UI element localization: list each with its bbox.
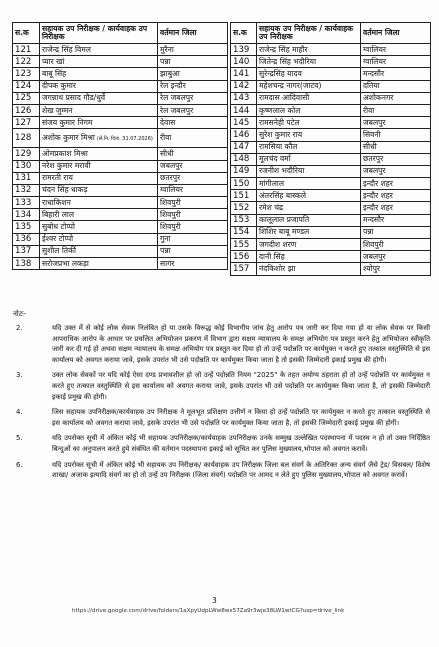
officer-name: शिशिर बाबू मण्डल [259,227,310,237]
district-cell: सागर [158,258,228,270]
table-row [231,141,431,153]
name-cell [257,56,361,68]
table-row [13,258,228,270]
serial-cell: 148 [231,153,257,165]
district-cell: रेल जबलपुर [158,92,228,104]
table-row [13,160,228,172]
name-cell [257,68,361,80]
table-row [13,209,228,221]
serial-cell: 146 [231,129,257,141]
name-cell [40,245,158,257]
officer-name: मांगीलाल [259,178,285,188]
district-cell: पन्ना [158,56,228,68]
district-cell: देवास [158,117,228,129]
officer-name: जगदीश शरण [259,239,297,249]
serial-cell: 127 [13,117,40,129]
table-row [13,197,228,209]
table-row [13,80,228,92]
district-header: वर्तमान जिला [158,23,228,44]
serial-cell: 156 [231,251,257,263]
name-cell [257,190,361,202]
serial-cell: 144 [231,104,257,116]
district-cell: जबलपुर [361,165,431,177]
serial-cell: 123 [13,68,40,80]
note-label: नोटः- [13,310,27,318]
note-item [12,407,430,428]
serial-cell: 129 [13,148,40,160]
district-cell: सीधी [361,141,431,153]
name-cell [40,92,158,104]
note-item [12,433,430,454]
officer-name: चंदन सिंह धाकड़ [42,185,88,195]
district-cell: रेल इन्दौर [158,80,228,92]
officer-name: रामसनेही पटेल [259,117,300,127]
officer-name: सुरेन्द्रसिंह यादव [259,68,302,78]
serial-cell: 136 [13,233,40,245]
officer-name: सुशील तिर्की [42,246,76,256]
serial-cell: 122 [13,56,40,68]
district-cell: पन्ना [158,245,228,257]
table-row [13,184,228,196]
name-cell [40,44,158,56]
table-row [13,129,228,148]
note-item [12,370,430,402]
serial-cell: 142 [231,80,257,92]
officer-name: जगन्नाथ प्रसाद गौड/धुर्वे [42,93,106,103]
name-cell [40,148,158,160]
officer-name: संजय कुमार निगम [42,117,93,127]
name-header: सहायक उप निरीक्षक / कार्यवाहक उप निरीक्षक [257,23,361,44]
serial-cell: 150 [231,178,257,190]
district-cell: जबलपुर [158,160,228,172]
table-row [231,117,431,129]
officer-name: मूलचंद वर्मा [259,154,291,164]
table-row [231,104,431,116]
district-cell: इन्दौर शहर [361,178,431,190]
table-row [13,44,228,56]
table-row [231,165,431,177]
officer-name: अशोक कुमार मिश्रा [42,132,95,142]
serial-cell: 126 [13,104,40,116]
district-cell: पन्ना [361,226,431,238]
officer-name: रामसिया कौल [259,142,298,152]
district-cell: छतरपुर [158,172,228,184]
district-cell: शिवपुरी [361,239,431,251]
table-row [231,178,431,190]
table-row [231,190,431,202]
district-cell: जबलपुर [361,251,431,263]
serial-cell: 130 [13,160,40,172]
table-header-row [13,23,228,44]
name-cell [40,160,158,172]
name-cell [40,258,158,270]
note-number: 3. [16,371,23,380]
table-row [231,56,431,68]
district-cell: मन्दसौर [361,214,431,226]
note-item [12,460,430,481]
table-row [13,56,228,68]
name-cell [40,172,158,184]
serial-cell: 138 [13,258,40,270]
retirement-note: (से.नि. दिना. 31.07.2026) [96,135,153,142]
name-cell [257,80,361,92]
note-text: यदि उपरोक्त सूची में अंकित कोई भी सहायक उप निरीक्षक/ कार्यवाहक उप निरीक्षक जिला बल संवर्ग के अतिरिक्त अन्य संवर्ग जैसे ट्रेड/ विसबल/ विशेष शाखा/ अजाक इत्यादि संवर्ग का हो तो उन्हें उप निरीक्षक (जिला संवर्ग) पदोन्नति पर आमद न लेते हुए पुलिस मुख्यालय,भोपाल को अवगत करावें। [52,460,430,480]
table-row [231,263,431,275]
serial-cell: 143 [231,92,257,104]
note-item [12,323,430,365]
name-cell [257,129,361,141]
officer-name: दीपक कुमार [42,81,77,91]
name-cell [40,117,158,129]
officer-name: प्यार खां [42,56,65,66]
serial-cell: 125 [13,92,40,104]
officer-name: कालूलाल प्रजापति [259,215,310,225]
name-cell [40,221,158,233]
district-cell: जबलपुर [361,117,431,129]
district-cell: रीवा [361,104,431,116]
name-cell [257,92,361,104]
district-cell: मन्दसौर [361,68,431,80]
note-text: उक्त लोक सेवकों पर यदि कोई ऐसा दण्ड प्रभावशील हो जो उन्हें पदोन्नति नियम "2025" के तहत अयोग्य ठहराता हो तो उन्हें पदोन्नति पर कार्यमुक्त न करते हुए तत्काल वस्तुस्थिति से इस कार्यालय को अवगत कराया जावे, इसके उपरांत भी उसे पदोन्नति पर कार्यमुक्त किया जाता है, तो इसकी जिम्मेदारी इकाई प्रमुख की होगी। [52,371,430,401]
officer-name: ओमप्रकाश मिश्रा [42,148,88,158]
name-cell [257,141,361,153]
name-cell [257,239,361,251]
officer-name: राजेन्द्र सिंह माहौर [259,44,308,54]
officer-name: रामरती राय [42,173,73,183]
name-cell [257,214,361,226]
name-cell [40,197,158,209]
name-cell [40,129,158,148]
notes-list [12,323,430,486]
serial-header: स.क [231,23,257,44]
note-text: जिस सहायक उपनिरीक्षक/कार्यवाहक उप निरीक्षक ने मूलभूत प्रशिक्षण उत्तीर्ण न किया हो उन्हें पदोन्नति पर कार्यमुक्त न करते हुए तत्काल वस्तुस्थिति से इस कार्यालय को अवगत कराया जावे, इसके उपरांत भी उसे पदोन्नति पर कार्यमुक्त किया जाता है, तो इसकी जिम्मेदारी इकाई प्रमुख की होगी। [52,408,430,427]
serial-cell: 124 [13,80,40,92]
table-row [231,80,431,92]
officer-name: शेख जुम्मन [42,105,73,115]
name-cell [257,117,361,129]
district-cell: श्योपुर [361,263,431,275]
officer-name: बिहारी लाल [42,209,75,219]
officer-name: बाबू सिंह [42,68,67,78]
officer-name: कृष्णलाल कोल [259,105,301,115]
officer-name: रामदास आदिवासी [259,93,310,103]
table-row [13,148,228,160]
district-cell: रीवा [158,129,228,148]
name-cell [40,104,158,116]
district-cell: शिवपुरी [158,221,228,233]
serial-cell: 137 [13,245,40,257]
table-row [231,153,431,165]
officer-name: राजेन्द्र सिंह विमल [42,44,91,54]
table-row [13,245,228,257]
name-cell [40,80,158,92]
serial-cell: 132 [13,184,40,196]
table-row [231,251,431,263]
page-number: 3 [212,596,217,605]
note-number: 5. [16,434,23,443]
district-cell: गुना [158,233,228,245]
note-text: यदि उक्त में से कोई लोक सेवक निलंबित हो या उसके विरूद्ध कोई विभागीय जांच हेतु आरोप पत्र जारी कर दिया गया हो या लोक सेवक पर किसी आपराधिक आरोप के आधार पर प्रचलित अभियोजन प्रकरण में विभाग द्वारा सक्षम न्यायालय के समक्ष अभियोग पत्र प्रस्तुत करने हेतु अभियोजन स्वीकृति जारी कर दी गई हो अथवा सक्षम न्यायालय के समक्ष अभियोग पत्र प्रस्तुत कर दिया हो तो उन्हें पदोन्नति पर कार्यमुक्त न करते हुए तत्काल वस्तुस्थिति से इस कार्यालय को अवगत कराया जावे, इसके उपरांत भी उसे पदोन्नति पर कार्यमुक्त किया जाता है तो इसकी जिम्मेदारी इकाई प्रमुख की होगी। [52,324,430,364]
name-cell [40,56,158,68]
name-cell [257,178,361,190]
officer-name: ईश्वर टोप्पो [42,234,74,244]
serial-cell: 140 [231,56,257,68]
officer-name: नंदकिशोर झा [259,263,296,273]
serial-cell: 151 [231,190,257,202]
note-text: यदि उपरोक्त सूची में अंकित कोई भी सहायक उपनिरीक्षक/कार्यवाहक उपनिरीक्षक उनके सम्मुख उल्लेखित पदस्थापना में पदस्थ न हो तो उक्त निर्दिष्ठित बिन्दुओं का अनुपालन करते हुये संबंधित की वर्तमान पदस्थापना इकाई को सूचित कर पुलिस मुख्यालय,भोपाल को अवगत करावें। [52,434,430,453]
name-cell [40,233,158,245]
district-cell: ग्वालियर [158,184,228,196]
table-row [13,117,228,129]
table-row [13,68,228,80]
name-cell [40,209,158,221]
name-cell [40,184,158,196]
table-row [231,202,431,214]
district-cell: शिवपुरी [158,209,228,221]
officer-name: अंतरसिंह बास्कले [259,190,307,200]
serial-cell: 147 [231,141,257,153]
district-cell: ग्वालियर [361,44,431,56]
serial-cell: 152 [231,202,257,214]
table-row [231,68,431,80]
serial-cell: 157 [231,263,257,275]
officer-name: सरोजप्रभा लकड़ा [42,258,89,268]
name-cell [257,44,361,56]
name-cell [257,104,361,116]
table-row [231,214,431,226]
district-cell: दतिया [361,80,431,92]
serial-cell: 121 [13,44,40,56]
serial-cell: 131 [13,172,40,184]
district-cell: सिवनी [361,129,431,141]
table-row [13,233,228,245]
name-cell [257,226,361,238]
serial-cell: 153 [231,214,257,226]
name-cell [257,202,361,214]
district-cell: सीधी [158,148,228,160]
district-cell: ग्वालियर [361,56,431,68]
serial-cell: 135 [13,221,40,233]
district-cell: छतरपुर [361,153,431,165]
district-cell: इन्दौर शहर [361,202,431,214]
name-cell [257,153,361,165]
district-cell: शिवपुरी [158,197,228,209]
table-row [231,226,431,238]
table-row [13,104,228,116]
serial-cell: 139 [231,44,257,56]
serial-cell: 134 [13,209,40,221]
drive-link[interactable]: https://drive.google.com/drive/folders/1aXpyUdpLWw8wx57Za9r3wje38LW1wtCG?usp=drive_link [72,608,345,614]
table-row [13,172,228,184]
name-cell [40,68,158,80]
serial-cell: 133 [13,197,40,209]
table-row [13,221,228,233]
table-row [231,92,431,104]
district-cell: झाबुआ [158,68,228,80]
note-number: 4. [16,408,23,417]
district-header: वर्तमान जिला [361,23,431,44]
table-row [231,44,431,56]
serial-cell: 128 [13,129,40,148]
district-cell: अशोकनगर [361,92,431,104]
serial-cell: 145 [231,117,257,129]
serial-cell: 154 [231,226,257,238]
serial-header: स.क [13,23,40,44]
officer-name: दानी सिंह [259,251,285,261]
roster-table-left [12,22,228,270]
note-number: 2. [16,324,23,332]
officer-name: जितेन्द्र सिंह भदौरिया [259,56,317,66]
table-row [231,239,431,251]
officer-name: सुरेश कुमार राय [259,129,303,139]
serial-cell: 149 [231,165,257,177]
district-cell: इन्दौर शहर [361,190,431,202]
name-cell [257,165,361,177]
table-row [13,92,228,104]
note-number: 6. [16,460,23,469]
table-header-row [231,23,431,44]
roster-table-right [230,22,431,276]
serial-cell: 155 [231,239,257,251]
officer-name: नरेश कुमार मरावी [42,161,91,171]
district-cell: रेल जबलपुर [158,104,228,116]
officer-name: राधाकिशन [42,197,71,207]
name-header: सहायक उप निरीक्षक / कार्यवाहक उप निरीक्षक [40,23,158,44]
district-cell: मुरैना [158,44,228,56]
table-row [231,129,431,141]
name-cell [257,251,361,263]
officer-name: रमेश चंद्र [259,203,284,213]
officer-name: सुबोध टोप्पो [42,222,75,232]
name-cell [257,263,361,275]
serial-cell: 141 [231,68,257,80]
officer-name: महेशचन्द्र नागर(जाटव) [259,81,322,91]
officer-name: रजनीश भदौरिया [259,166,305,176]
